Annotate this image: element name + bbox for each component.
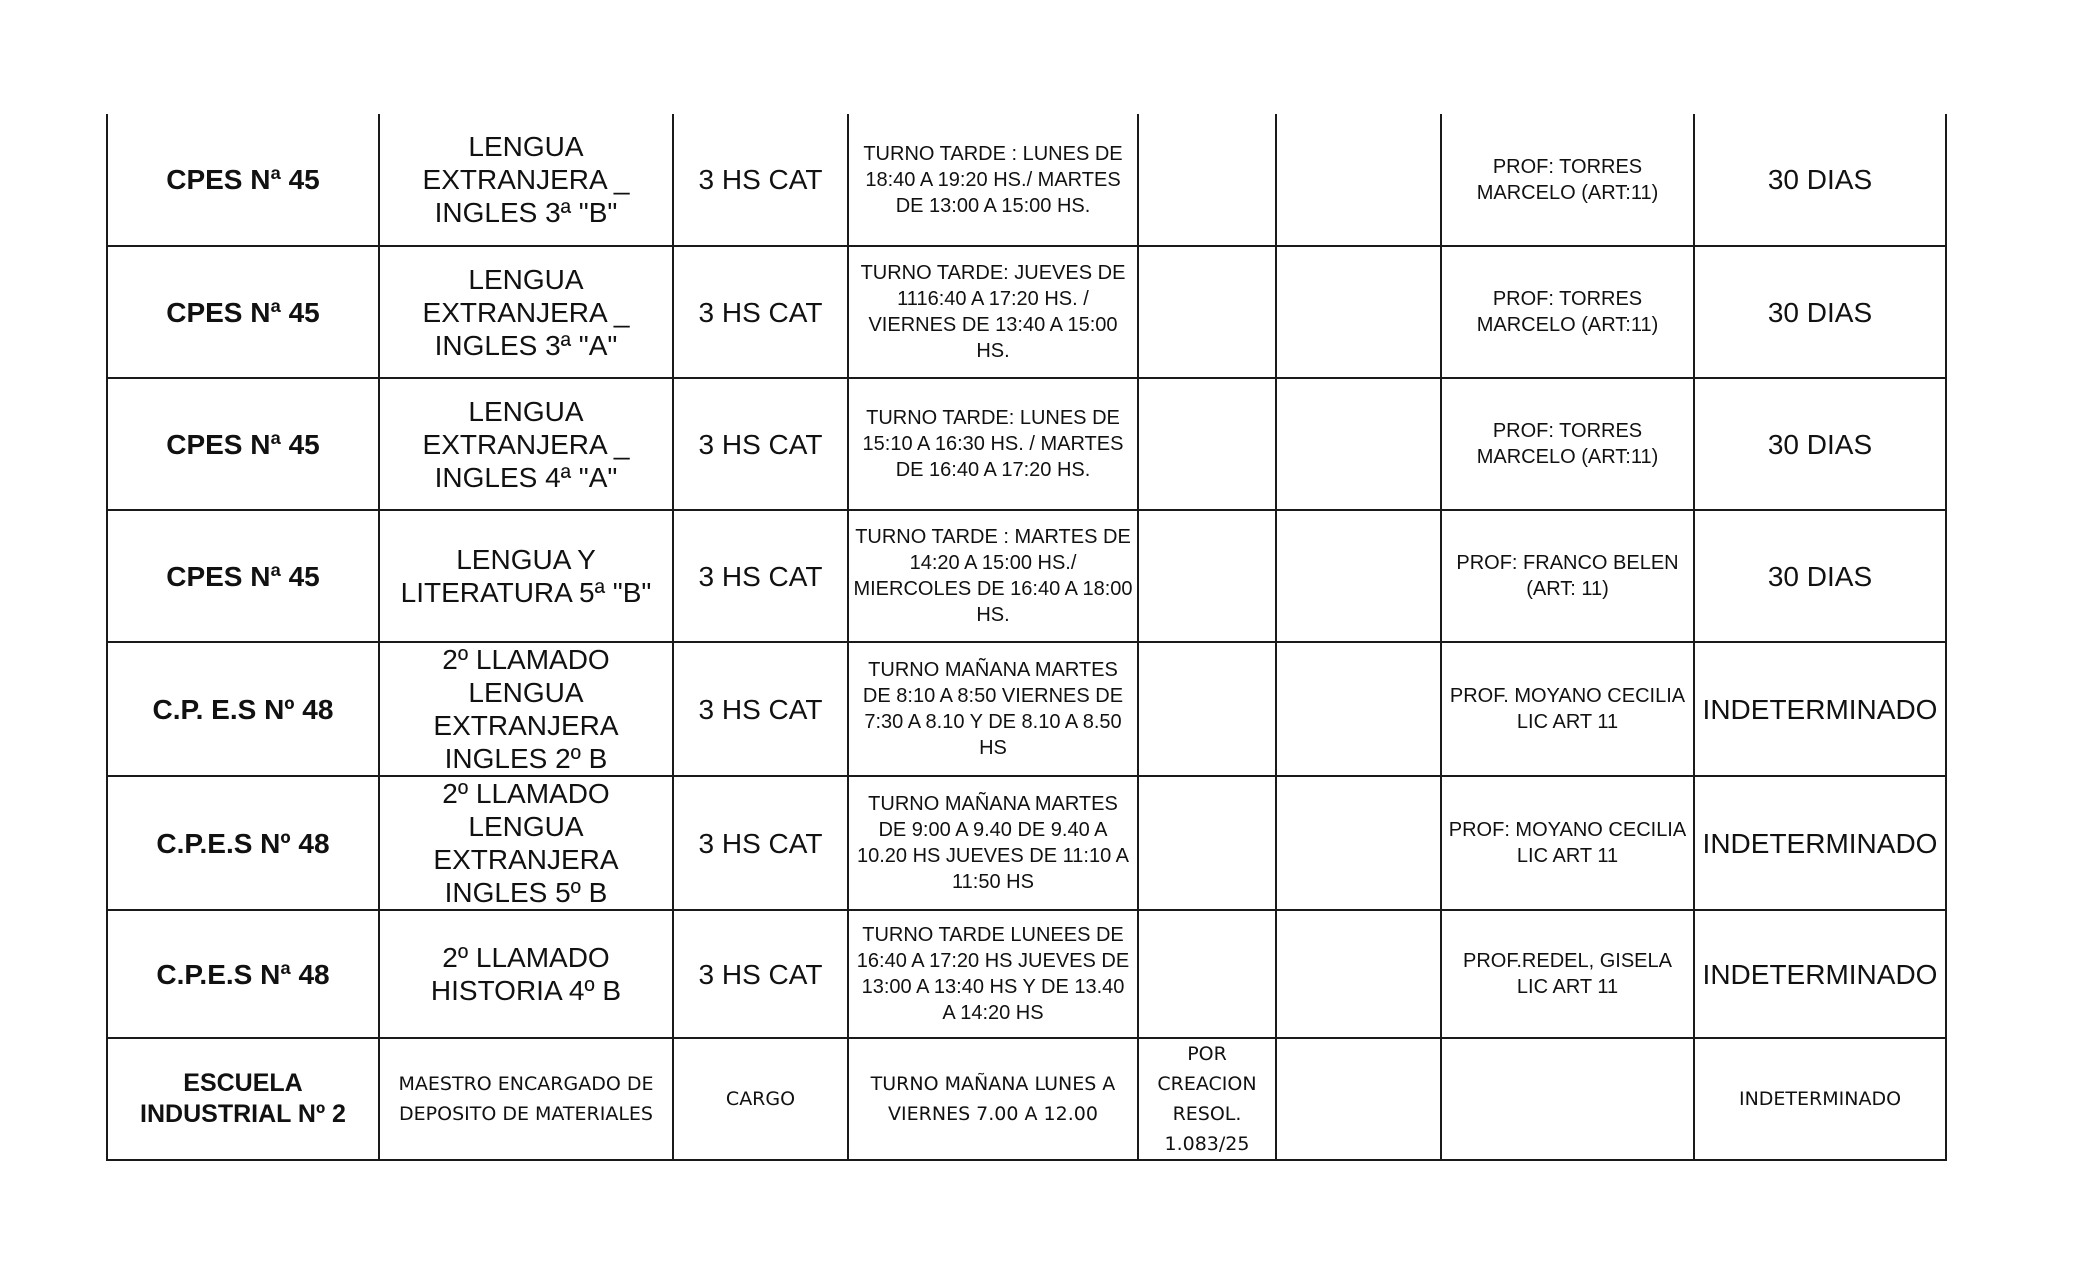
schedule-cell: TURNO TARDE LUNEES DE 16:40 A 17:20 HS JUEVES DE 13:00 A 13:40 HS Y DE 13.40 A 14:20 HS [848,910,1138,1038]
schedule-cell: TURNO TARDE: LUNES DE 15:10 A 16:30 HS. / MARTES DE 16:40 A 17:20 HS. [848,378,1138,510]
empty-cell [1276,378,1441,510]
duration-cell: 30 DIAS [1694,510,1946,642]
teacher-cell: PROF: TORRES MARCELO (ART:11) [1441,378,1694,510]
resolution-cell: POR CREACION RESOL. 1.083/25 [1138,1038,1276,1160]
resolution-cell [1138,378,1276,510]
table-row [107,776,1946,910]
schedule-cell: TURNO MAÑANA LUNES A VIERNES 7.00 A 12.00 [848,1038,1138,1160]
schedule-cell: TURNO MAÑANA MARTES DE 9:00 A 9.40 DE 9.40 A 10.20 HS JUEVES DE 11:10 A 11:50 HS [848,776,1138,910]
subject-cell: LENGUA Y LITERATURA 5ª "B" [379,510,673,642]
hours-cell: 3 HS CAT [673,776,848,910]
school-cell: C.P.E.S Nº 48 [107,776,379,910]
duration-cell: INDETERMINADO [1694,776,1946,910]
resolution-cell [1138,910,1276,1038]
duration-cell: INDETERMINADO [1694,1038,1946,1160]
table-row [107,910,1946,1038]
school-cell: CPES Nª 45 [107,510,379,642]
subject-cell: MAESTRO ENCARGADO DE DEPOSITO DE MATERIALES [379,1038,673,1160]
teacher-cell [1441,1038,1694,1160]
school-cell: CPES Nª 45 [107,378,379,510]
duration-cell: INDETERMINADO [1694,910,1946,1038]
table-row [107,114,1946,246]
subject-cell: 2º LLAMADO LENGUA EXTRANJERA INGLES 2º B [379,642,673,776]
empty-cell [1276,642,1441,776]
school-cell: CPES Nª 45 [107,114,379,246]
subject-cell: LENGUA EXTRANJERA _ INGLES 3ª "A" [379,246,673,378]
schedule-cell: TURNO TARDE : MARTES DE 14:20 A 15:00 HS./ MIERCOLES DE 16:40 A 18:00 HS. [848,510,1138,642]
subject-cell: 2º LLAMADO LENGUA EXTRANJERA INGLES 5º B [379,776,673,910]
school-cell: C.P. E.S Nº 48 [107,642,379,776]
schedule-cell: TURNO TARDE : LUNES DE 18:40 A 19:20 HS./ MARTES DE 13:00 A 15:00 HS. [848,114,1138,246]
duration-cell: 30 DIAS [1694,246,1946,378]
empty-cell [1276,114,1441,246]
teacher-cell: PROF. MOYANO CECILIA LIC ART 11 [1441,642,1694,776]
school-cell: CPES Nª 45 [107,246,379,378]
hours-cell: 3 HS CAT [673,114,848,246]
hours-cell: 3 HS CAT [673,910,848,1038]
hours-cell: 3 HS CAT [673,510,848,642]
subject-cell: LENGUA EXTRANJERA _ INGLES 3ª "B" [379,114,673,246]
resolution-cell [1138,246,1276,378]
empty-cell [1276,1038,1441,1160]
teacher-cell: PROF: FRANCO BELEN (ART: 11) [1441,510,1694,642]
resolution-cell [1138,642,1276,776]
schedule-cell: TURNO MAÑANA MARTES DE 8:10 A 8:50 VIERNES DE 7:30 A 8.10 Y DE 8.10 A 8.50 HS [848,642,1138,776]
empty-cell [1276,510,1441,642]
vacancies-table [106,114,1947,1161]
duration-cell: INDETERMINADO [1694,642,1946,776]
table-row [107,1038,1946,1160]
schedule-cell: TURNO TARDE: JUEVES DE 1116:40 A 17:20 HS. / VIERNES DE 13:40 A 15:00 HS. [848,246,1138,378]
school-cell: C.P.E.S Nª 48 [107,910,379,1038]
table-row [107,510,1946,642]
table-row [107,246,1946,378]
teacher-cell: PROF: MOYANO CECILIA LIC ART 11 [1441,776,1694,910]
teacher-cell: PROF.REDEL, GISELA LIC ART 11 [1441,910,1694,1038]
empty-cell [1276,776,1441,910]
empty-cell [1276,246,1441,378]
duration-cell: 30 DIAS [1694,114,1946,246]
hours-cell: 3 HS CAT [673,378,848,510]
resolution-cell [1138,114,1276,246]
resolution-cell [1138,510,1276,642]
duration-cell: 30 DIAS [1694,378,1946,510]
table-row [107,642,1946,776]
table-row [107,378,1946,510]
subject-cell: 2º LLAMADO HISTORIA 4º B [379,910,673,1038]
subject-cell: LENGUA EXTRANJERA _ INGLES 4ª "A" [379,378,673,510]
hours-cell: 3 HS CAT [673,642,848,776]
hours-cell: CARGO [673,1038,848,1160]
hours-cell: 3 HS CAT [673,246,848,378]
resolution-cell [1138,776,1276,910]
teacher-cell: PROF: TORRES MARCELO (ART:11) [1441,114,1694,246]
empty-cell [1276,910,1441,1038]
teacher-cell: PROF: TORRES MARCELO (ART:11) [1441,246,1694,378]
school-cell: ESCUELA INDUSTRIAL Nº 2 [107,1038,379,1160]
